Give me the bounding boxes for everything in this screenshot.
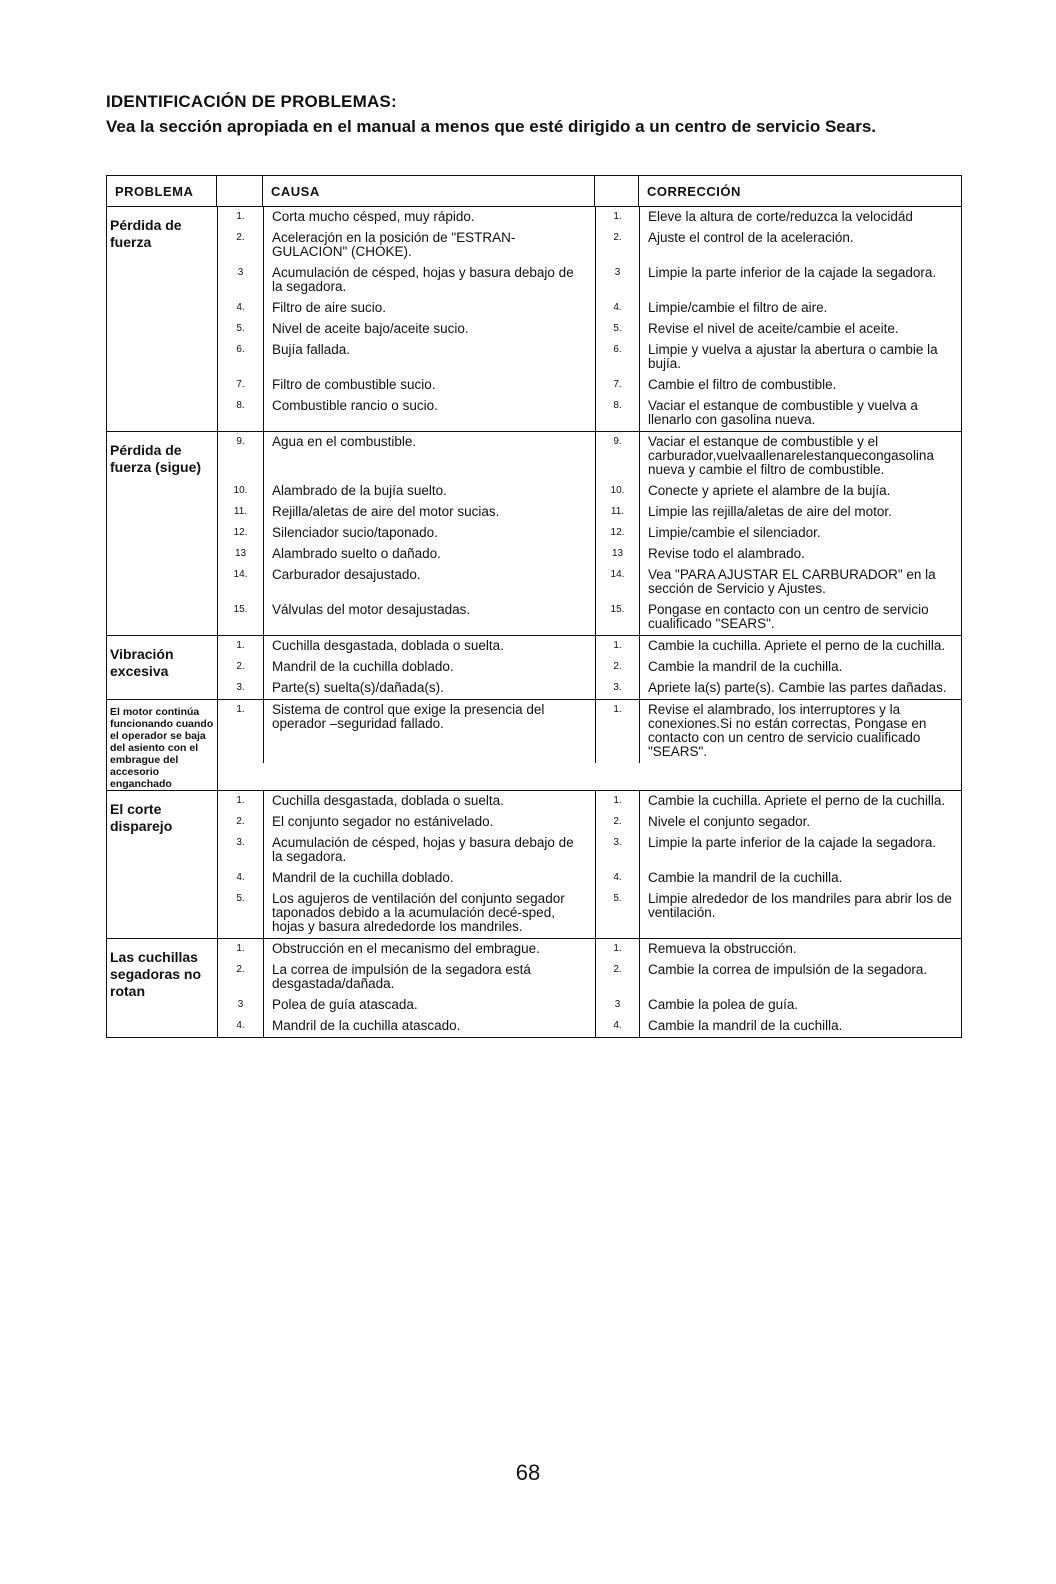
correction-number: 1. (596, 791, 640, 812)
correction-number: 1. (596, 636, 640, 657)
cause-text: Polea de guía atascada. (264, 995, 596, 1016)
cause-text: Parte(s) suelta(s)/dañada(s). (264, 678, 596, 699)
correction-number: 1. (596, 207, 640, 228)
correction-number: 9. (596, 432, 640, 481)
table-row (218, 868, 961, 889)
correction-number: 1. (596, 939, 640, 960)
correction-number: 4. (596, 1016, 640, 1037)
cause-number: 4. (218, 1016, 264, 1037)
table-row (218, 812, 961, 833)
cause-number: 1. (218, 636, 264, 657)
table-row (218, 1016, 961, 1037)
cause-text: Cuchilla desgastada, doblada o suelta. (264, 636, 596, 657)
correction-number: 14. (596, 565, 640, 600)
cause-text: La correa de impulsión de la segadora está desgastada/dañada. (264, 960, 596, 995)
correction-text: Vaciar el estanque de combustible y el carburador,vuelvaallenarelestanquecongasolina nueva y cambie el filtro de combustible. (648, 434, 934, 477)
table-row (218, 396, 961, 431)
problem-label: Pérdida de fuerza (107, 207, 218, 431)
correction-text: Vea "PARA AJUSTAR EL CARBURADOR" en la sección de Servicio y Ajustes. (648, 567, 936, 596)
correction-number: 7. (596, 375, 640, 396)
correction-text: Pongase en contacto con un centro de servicio cualificado "SEARS". (648, 602, 929, 631)
cause-number: 6. (218, 340, 264, 375)
table-row (218, 939, 961, 960)
header-problem: PROBLEMA (107, 176, 217, 206)
table-row (218, 636, 961, 657)
problem-section (107, 636, 961, 700)
correction-text: Revise el alambrado, los interruptores y la conexiones.Si no están correctas, Pongase en contacto con un centro de servicio cualificado "SEARS". (648, 702, 927, 759)
cause-number: 14. (218, 565, 264, 600)
correction-text: Cambie la cuchilla. Apriete el perno de la cuchilla. (648, 793, 946, 808)
cause-text: Alambrado de la bujía suelto. (264, 481, 596, 502)
table-row (218, 889, 961, 938)
correction-text: Limpie alrededor de los mandriles para abrir los de ventilación. (648, 891, 952, 920)
correction-text: Cambie la polea de guía. (648, 997, 799, 1012)
problem-section (107, 700, 961, 791)
table-row (218, 657, 961, 678)
cause-text: Obstrucción en el mecanismo del embrague. (264, 939, 596, 960)
table-row (218, 481, 961, 502)
correction-text: Limpie la parte inferior de la cajade la segadora. (648, 835, 937, 850)
table-row (218, 700, 961, 763)
cause-number: 15. (218, 600, 264, 635)
cause-number: 4. (218, 298, 264, 319)
problem-section (107, 791, 961, 939)
problem-section (107, 432, 961, 636)
cause-number: 5. (218, 319, 264, 340)
correction-text: Limpie y vuelva a ajustar la abertura o cambie la bujía. (648, 342, 938, 371)
table-row (218, 207, 961, 228)
correction-number: 11. (596, 502, 640, 523)
table-row (218, 228, 961, 263)
cause-text: Mandril de la cuchilla doblado. (264, 657, 596, 678)
table-row (218, 678, 961, 699)
correction-text: Cambie la cuchilla. Apriete el perno de la cuchilla. (648, 638, 946, 653)
correction-text: Limpie las rejilla/aletas de aire del motor. (648, 504, 892, 519)
correction-number: 4. (596, 298, 640, 319)
cause-number: 8. (218, 396, 264, 431)
table-header-row (107, 176, 961, 207)
correction-number: 10. (596, 481, 640, 502)
cause-text: Mandril de la cuchilla doblado. (264, 868, 596, 889)
cause-number: 2. (218, 960, 264, 995)
table-row (218, 263, 961, 298)
problem-label: El motor continúa funcionando cuando el operador se baja del asiento con el embrague del accesorio enganchado (107, 700, 218, 790)
table-body (107, 207, 961, 1037)
table-row (218, 523, 961, 544)
cause-text: Filtro de aire sucio. (264, 298, 596, 319)
cause-text: Bujía fallada. (264, 340, 596, 375)
page-subtitle: Vea la sección apropiada en el manual a menos que esté dirigido a un centro de servicio Sears. (106, 117, 877, 136)
cause-number: 10. (218, 481, 264, 502)
correction-number: 6. (596, 340, 640, 375)
table-row (218, 340, 961, 375)
cause-text: Sistema de control que exige la presencia del operador –seguridad fallado. (264, 700, 596, 763)
correction-number: 2. (596, 960, 640, 995)
correction-number: 12. (596, 523, 640, 544)
cause-text: Acumulación de césped, hojas y basura debajo de la segadora. (264, 833, 596, 868)
troubleshooting-table (106, 175, 962, 1038)
correction-number: 2. (596, 228, 640, 263)
correction-number: 2. (596, 812, 640, 833)
cause-number: 7. (218, 375, 264, 396)
header-cause: CAUSA (263, 176, 595, 206)
table-row (218, 833, 961, 868)
cause-text: Mandril de la cuchilla atascado. (264, 1016, 596, 1037)
cause-number: 3 (218, 995, 264, 1016)
table-row (218, 319, 961, 340)
table-row (218, 995, 961, 1016)
correction-text: Apriete la(s) parte(s). Cambie las partes dañadas. (648, 680, 947, 695)
correction-text: Cambie la correa de impulsión de la segadora. (648, 962, 928, 977)
problem-label: Vibración excesiva (107, 636, 218, 699)
table-row (218, 544, 961, 565)
cause-number: 1. (218, 207, 264, 228)
correction-number: 8. (596, 396, 640, 431)
cause-text: Corta mucho césped, muy rápido. (264, 207, 596, 228)
cause-number: 1. (218, 700, 264, 763)
cause-text: Aceleracjón en la posición de "ESTRAN-GULACION" (CHOKE). (264, 228, 596, 263)
cause-number: 1. (218, 939, 264, 960)
correction-text: Remueva la obstrucción. (648, 941, 797, 956)
table-row (218, 375, 961, 396)
header-spacer (217, 176, 263, 206)
cause-number: 11. (218, 502, 264, 523)
correction-text: Cambie la mandril de la cuchilla. (648, 659, 843, 674)
cause-text: Nivel de aceite bajo/aceite sucio. (264, 319, 596, 340)
problem-label: Pérdida de fuerza (sigue) (107, 432, 218, 635)
cause-number: 9. (218, 432, 264, 481)
cause-number: 2. (218, 657, 264, 678)
correction-text: Ajuste el control de la aceleración. (648, 230, 854, 245)
cause-text: Silenciador sucio/taponado. (264, 523, 596, 544)
correction-text: Revise el nivel de aceite/cambie el aceite. (648, 321, 899, 336)
header-spacer (595, 176, 639, 206)
correction-text: Revise todo el alambrado. (648, 546, 805, 561)
table-row (218, 565, 961, 600)
correction-text: Nivele el conjunto segador. (648, 814, 811, 829)
table-row (218, 432, 961, 481)
correction-number: 15. (596, 600, 640, 635)
correction-number: 1. (596, 700, 640, 763)
correction-number: 13 (596, 544, 640, 565)
cause-text: El conjunto segador no estánivelado. (264, 812, 596, 833)
correction-text: Limpie la parte inferior de la cajade la segadora. (648, 265, 937, 280)
page-title: IDENTIFICACIÓN DE PROBLEMAS: (106, 92, 397, 111)
header-correction: CORRECCIÓN (647, 184, 741, 199)
table-row (218, 960, 961, 995)
problem-label: Las cuchillas segadoras no rotan (107, 939, 218, 1037)
problem-label: El corte disparejo (107, 791, 218, 938)
cause-text: Cuchilla desgastada, doblada o suelta. (264, 791, 596, 812)
cause-number: 5. (218, 889, 264, 938)
correction-text: Cambie la mandril de la cuchilla. (648, 870, 843, 885)
table-row (218, 600, 961, 635)
cause-number: 13 (218, 544, 264, 565)
cause-number: 12. (218, 523, 264, 544)
cause-text: Carburador desajustado. (264, 565, 596, 600)
correction-number: 5. (596, 889, 640, 938)
table-row (218, 502, 961, 523)
cause-number: 2. (218, 812, 264, 833)
correction-number: 3 (596, 995, 640, 1016)
cause-number: 1. (218, 791, 264, 812)
correction-number: 3. (596, 678, 640, 699)
cause-text: Válvulas del motor desajustadas. (264, 600, 596, 635)
correction-text: Cambie el filtro de combustible. (648, 377, 837, 392)
correction-text: Vaciar el estanque de combustible y vuelva a llenarlo con gasolina nueva. (648, 398, 918, 427)
correction-text: Limpie/cambie el filtro de aire. (648, 300, 828, 315)
cause-number: 2. (218, 228, 264, 263)
cause-text: Acumulación de césped, hojas y basura debajo de la segadora. (264, 263, 596, 298)
cause-number: 3. (218, 833, 264, 868)
correction-number: 5. (596, 319, 640, 340)
cause-number: 3 (218, 263, 264, 298)
table-row (218, 791, 961, 812)
correction-text: Eleve la altura de corte/reduzca la velocidád (648, 209, 913, 224)
correction-number: 3 (596, 263, 640, 298)
cause-text: Combustible rancio o sucio. (264, 396, 596, 431)
table-row (218, 298, 961, 319)
cause-text: Rejilla/aletas de aire del motor sucias. (264, 502, 596, 523)
cause-text: Alambrado suelto o dañado. (264, 544, 596, 565)
problem-section (107, 939, 961, 1037)
problem-section (107, 207, 961, 432)
correction-text: Conecte y apriete el alambre de la bujía. (648, 483, 891, 498)
cause-text: Filtro de combustible sucio. (264, 375, 596, 396)
correction-text: Cambie la mandril de la cuchilla. (648, 1018, 843, 1033)
cause-text: Los agujeros de ventilación del conjunto segador taponados debido a la acumulación decé-sped, hojas y basura alrededorde los mandriles. (264, 889, 596, 938)
cause-number: 4. (218, 868, 264, 889)
cause-text: Agua en el combustible. (264, 432, 596, 481)
correction-number: 4. (596, 868, 640, 889)
correction-number: 3. (596, 833, 640, 868)
correction-text: Limpie/cambie el silenciador. (648, 525, 821, 540)
cause-number: 3. (218, 678, 264, 699)
correction-number: 2. (596, 657, 640, 678)
page-number: 68 (515, 1460, 541, 1485)
